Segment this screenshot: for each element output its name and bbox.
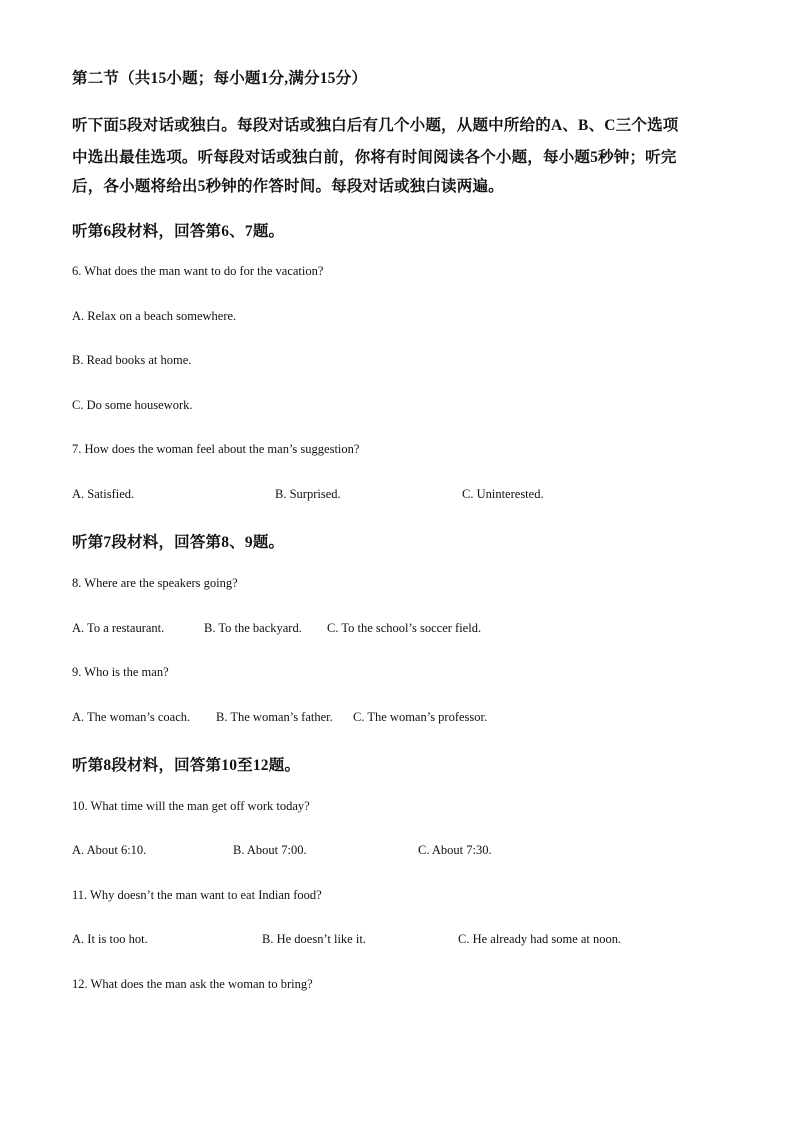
question-7-option-c: C. Uninterested. (462, 487, 544, 501)
question-7: 7. How does the woman feel about the man’s suggestion? (72, 442, 360, 456)
question-9-option-b: B. The woman’s father. (216, 710, 333, 724)
group-8-heading: 听第8段材料，回答第10至12题。 (72, 757, 301, 774)
question-7-option-a: A. Satisfied. (72, 487, 135, 501)
question-10-option-a: A. About 6:10. (72, 843, 147, 857)
question-11-option-a: A. It is too hot. (72, 932, 148, 946)
question-8-option-c: C. To the school’s soccer field. (327, 621, 482, 635)
question-6-option-c: C. Do some housework. (72, 398, 193, 412)
section-header: 第二节（共15小题；每小题1分,满分15分） (72, 70, 368, 87)
question-8-option-a: A. To a restaurant. (72, 621, 165, 635)
instructions-line-1: 听下面5段对话或独白。每段对话或独白后有几个小题，从题中所给的A、B、C三个选项 (72, 117, 679, 134)
question-6-option-a: A. Relax on a beach somewhere. (72, 309, 237, 323)
question-9-option-a: A. The woman’s coach. (72, 710, 191, 724)
group-7-heading: 听第7段材料，回答第8、9题。 (72, 534, 285, 551)
question-9: 9. Who is the man? (72, 665, 169, 679)
question-12: 12. What does the man ask the woman to bring? (72, 977, 313, 991)
question-11-option-c: C. He already had some at noon. (458, 932, 622, 946)
question-10-option-b: B. About 7:00. (233, 843, 307, 857)
group-6-heading: 听第6段材料，回答第6、7题。 (72, 223, 285, 240)
question-6: 6. What does the man want to do for the vacation? (72, 264, 324, 278)
instructions-line-3: 后，各小题将给出5秒钟的作答时间。每段对话或独白读两遍。 (72, 178, 504, 195)
instructions-line-2: 中选出最佳选项。听每段对话或独白前，你将有时间阅读各个小题，每小题5秒钟；听完 (72, 149, 677, 166)
question-11-option-b: B. He doesn’t like it. (262, 932, 366, 946)
question-8-option-b: B. To the backyard. (204, 621, 302, 635)
question-6-option-b: B. Read books at home. (72, 353, 192, 367)
question-9-option-c: C. The woman’s professor. (353, 710, 488, 724)
question-11: 11. Why doesn’t the man want to eat Indian food? (72, 888, 322, 902)
question-10: 10. What time will the man get off work today? (72, 799, 310, 813)
question-10-option-c: C. About 7:30. (418, 843, 492, 857)
question-8: 8. Where are the speakers going? (72, 576, 238, 590)
question-7-option-b: B. Surprised. (275, 487, 341, 501)
